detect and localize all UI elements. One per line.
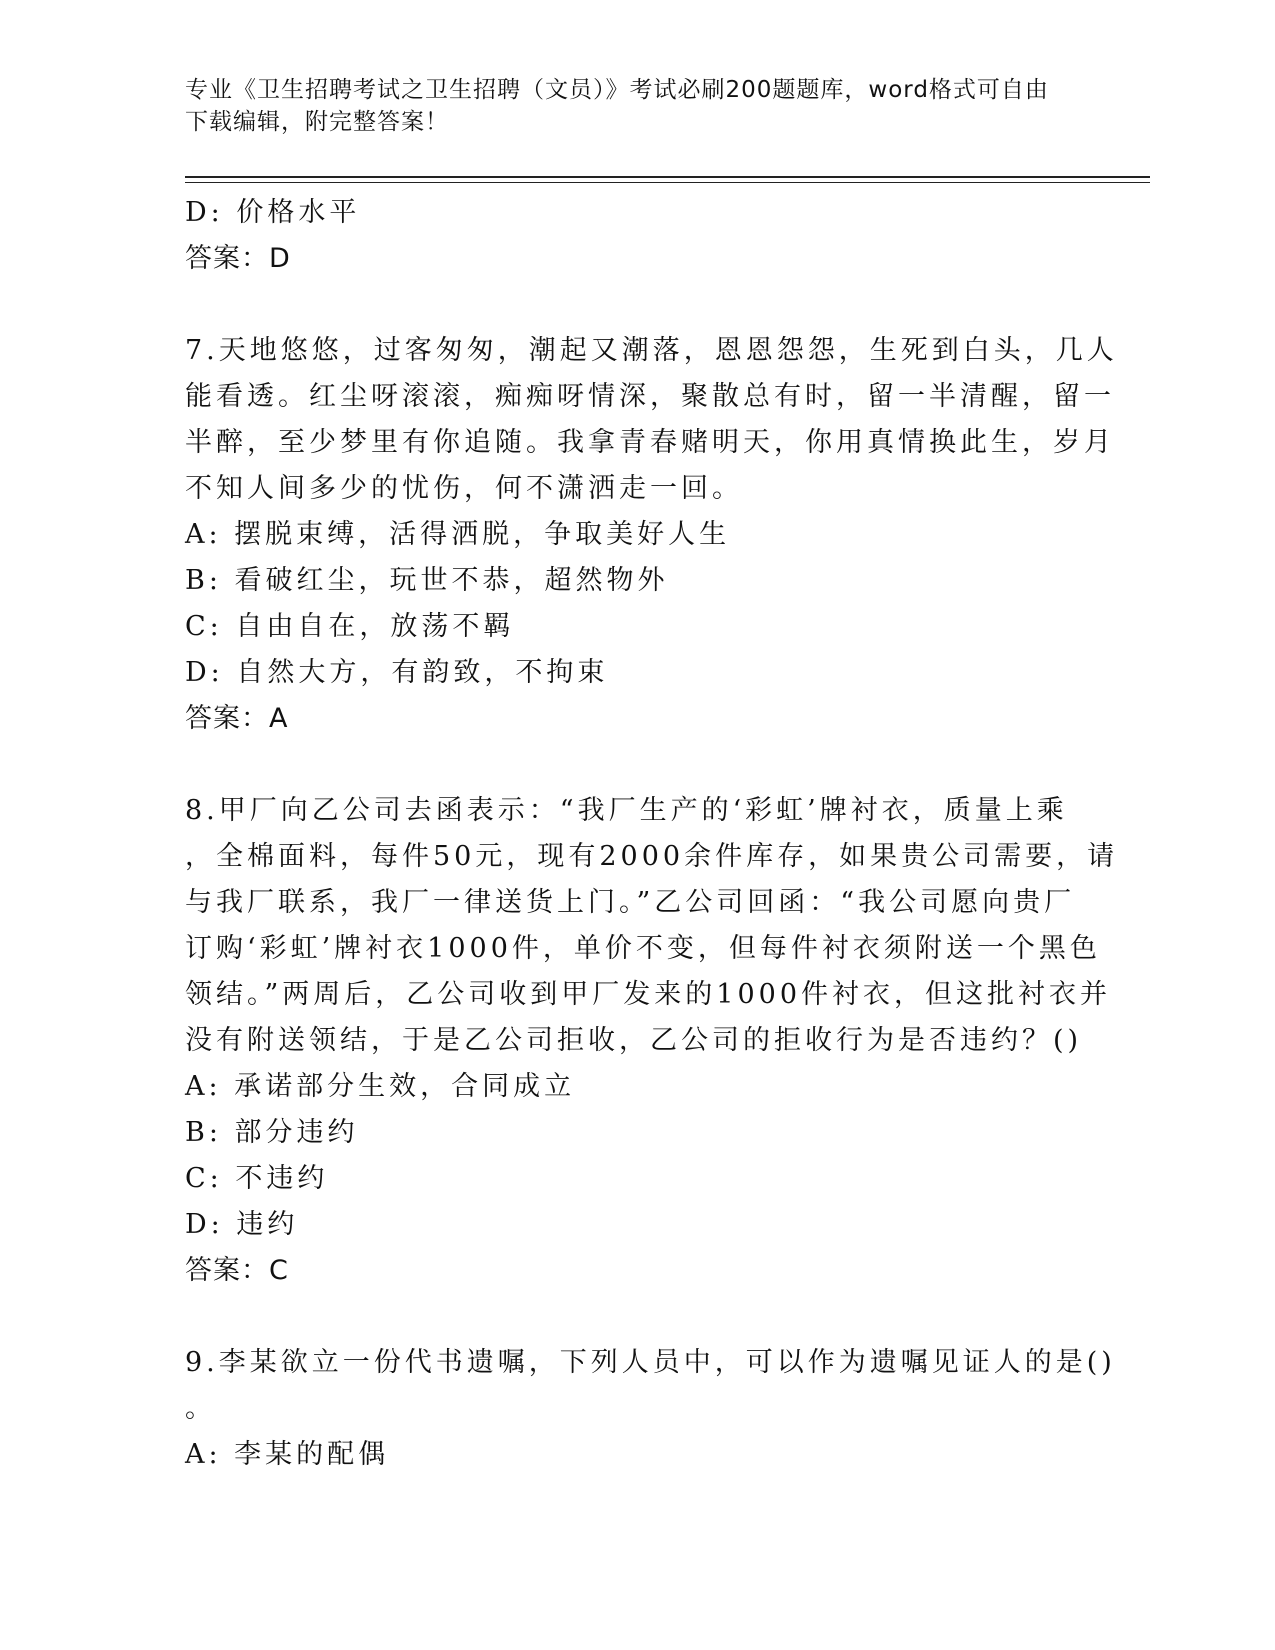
header-divider-thick	[185, 176, 1150, 178]
q7-stem-line: 不知人间多少的忧伤，何不潇洒走一回。	[185, 473, 743, 504]
q8-stem-line: ，全棉面料，每件50元，现有2000余件库存，如果贵公司需要，请	[185, 841, 1119, 872]
q8-option-a: A: 承诺部分生效，合同成立	[185, 1071, 576, 1102]
header-divider-thin	[185, 182, 1150, 183]
q7-option-c: C: 自由自在，放荡不羁	[185, 611, 515, 642]
question-content	[185, 190, 1119, 1478]
q7-option-b: B: 看破红尘，玩世不恭，超然物外	[185, 565, 669, 596]
q6-option-d: D: 价格水平	[185, 197, 361, 228]
spacer	[185, 282, 1075, 328]
q9-stem-line: 。	[185, 1393, 216, 1424]
q9-stem-line: 9.李某欲立一份代书遗嘱，下列人员中，可以作为遗嘱见证人的是()	[185, 1347, 1116, 1378]
q8-option-c: C: 不违约	[185, 1163, 329, 1194]
q8-stem-line: 与我厂联系，我厂一律送货上门。”乙公司回函：“我公司愿向贵厂	[185, 887, 1076, 918]
q9-option-a: A: 李某的配偶	[185, 1439, 390, 1470]
q7-stem-line: 7.天地悠悠，过客匆匆，潮起又潮落，恩恩怨怨，生死到白头，几人	[185, 335, 1118, 366]
q7-option-a: A: 摆脱束缚，活得洒脱，争取美好人生	[185, 519, 731, 550]
q8-option-b: B: 部分违约	[185, 1117, 359, 1148]
q8-stem-line: 订购‘彩虹’牌衬衣1000件，单价不变，但每件衬衣须附送一个黑色	[185, 933, 1101, 964]
q6-answer: 答案：D	[185, 243, 291, 274]
q8-option-d: D: 违约	[185, 1209, 299, 1240]
q7-stem-line: 半醉，至少梦里有你追随。我拿青春赌明天，你用真情换此生，岁月	[185, 427, 1115, 458]
q8-stem-line: 8.甲厂向乙公司去函表示：“我厂生产的‘彩虹’牌衬衣，质量上乘	[185, 795, 1068, 826]
q8-stem-line: 领结。”两周后，乙公司收到甲厂发来的1000件衬衣，但这批衬衣并	[185, 979, 1112, 1010]
q7-stem-line: 能看透。红尘呀滚滚，痴痴呀情深，聚散总有时，留一半清醒，留一	[185, 381, 1115, 412]
document-header: 专业《卫生招聘考试之卫生招聘（文员）》考试必刷200题题库，word格式可自由下载编辑，附完整答案！	[185, 77, 1049, 135]
q8-answer: 答案：C	[185, 1255, 289, 1286]
q7-option-d: D: 自然大方，有韵致，不拘束	[185, 657, 609, 688]
spacer	[185, 1294, 1075, 1340]
q7-answer: 答案：A	[185, 703, 289, 734]
spacer	[185, 742, 1075, 788]
q8-stem-line: 没有附送领结，于是乙公司拒收，乙公司的拒收行为是否违约？()	[185, 1025, 1083, 1056]
